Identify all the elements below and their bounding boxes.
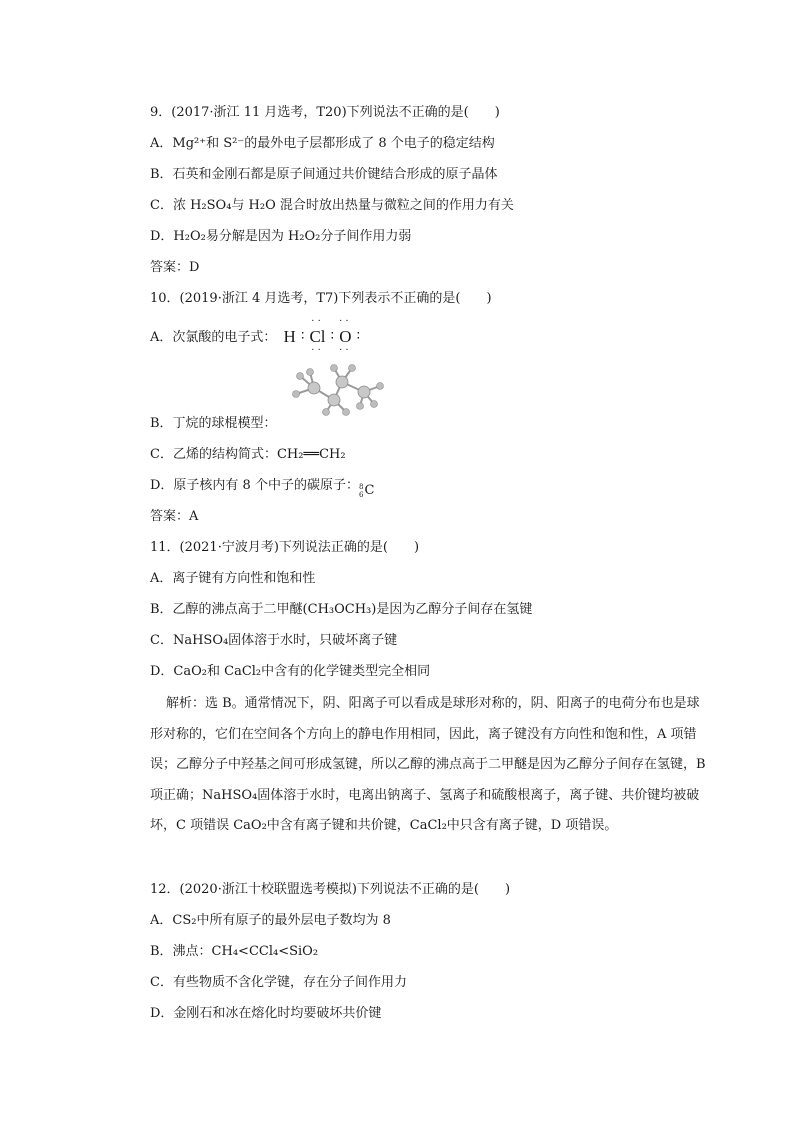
q9-option-b: B．石英和金刚石都是原子间通过共价键结合形成的原子晶体	[150, 167, 498, 182]
q10-option-c: C．乙烯的结构简式：CH₂══CH₂	[150, 447, 346, 462]
hypochlorous-acid-electron-formula	[281, 316, 363, 356]
lone-pair-top-o: ··	[338, 316, 352, 327]
q9-option-c: C．浓 H₂SO₄与 H₂O 混合时放出热量与微粒之间的作用力有关	[150, 198, 514, 213]
q9-stem: 9．(2017·浙江 11 月选考，T20)下列说法不正确的是( )	[150, 105, 500, 120]
q10-option-b: B．丁烷的球棍模型：	[150, 416, 277, 431]
lone-pair-bottom-o: ··	[338, 345, 352, 356]
q10-option-d-label: D．原子核内有 8 个中子的碳原子：	[150, 478, 359, 493]
q11-analysis: 解析：选 B。通常情况下，阴、阳离子可以看成是球形对称的，阴、阳离子的电荷分布也是球形对称的，它们在空间各个方向上的静电作用相同，因此，离子键没有方向性和饱和性，A 项错误；乙醇分子中羟基之间可形成氢键，所以乙醇的沸点高于二甲醚是因为乙醇分子间存在氢键，B 项正确；NaHSO₄固体溶于水时，电离出钠离子、氢离子和硫酸根离子，离子键、共价键均被破坏，C 项错误 CaO₂中含有离子键和共价键，CaCl₂中只含有离子键，D 项错误。	[150, 696, 706, 833]
bond-pair-1: ∶	[300, 329, 305, 344]
q9-answer: 答案：D	[150, 260, 200, 275]
q10-option-a	[150, 316, 362, 356]
q10-option-a-label: A．次氯酸的电子式：	[150, 330, 277, 345]
q11-option-c: C．NaHSO₄固体溶于水时，只破坏离子键	[150, 633, 398, 648]
lone-pair-top-cl: ··	[311, 316, 324, 327]
carbon-isotope: 8 6 C	[358, 483, 375, 499]
q11-option-a: A．离子键有方向性和饱和性	[150, 571, 316, 586]
q11-option-d: D．CaO₂和 CaCl₂中含有的化学键类型完全相同	[150, 664, 431, 679]
lone-pair-bottom-cl: ··	[311, 345, 324, 356]
q12-option-c: C．有些物质不含化学键，存在分子间作用力	[150, 975, 407, 990]
q12-option-a: A．CS₂中所有原子的最外层电子数均为 8	[150, 913, 391, 928]
q10-stem: 10．(2019·浙江 4 月选考，T7)下列表示不正确的是( )	[150, 291, 492, 306]
q10-option-d	[150, 476, 374, 501]
q9-option-d: D．H₂O₂易分解是因为 H₂O₂分子间作用力弱	[150, 229, 412, 244]
q9-option-a: A．Mg²⁺和 S²⁻的最外电子层都形成了 8 个电子的稳定结构	[150, 136, 495, 151]
q12-stem: 12．(2020·浙江十校联盟选考模拟)下列说法不正确的是( )	[150, 882, 511, 897]
q12-option-d: D．金刚石和冰在熔化时均要破坏共价键	[150, 1006, 382, 1021]
q11-stem: 11．(2021·宁波月考)下列说法正确的是( )	[150, 540, 420, 555]
lone-pair-right-o: ∶	[356, 329, 361, 344]
butane-ball-stick-model	[282, 360, 388, 416]
atom-cl: ·· Cl ··	[309, 316, 326, 356]
bond-pair-2: ∶	[330, 329, 335, 344]
q11-option-b: B．乙醇的沸点高于二甲醚(CH₃OCH₃)是因为乙醇分子间存在氢键	[150, 602, 533, 617]
q10-answer: 答案：A	[150, 509, 199, 524]
atom-h: H	[283, 327, 296, 346]
q12-option-b: B．沸点：CH₄<CCl₄<SiO₂	[150, 944, 319, 959]
atom-o: ·· O ··	[338, 316, 352, 356]
